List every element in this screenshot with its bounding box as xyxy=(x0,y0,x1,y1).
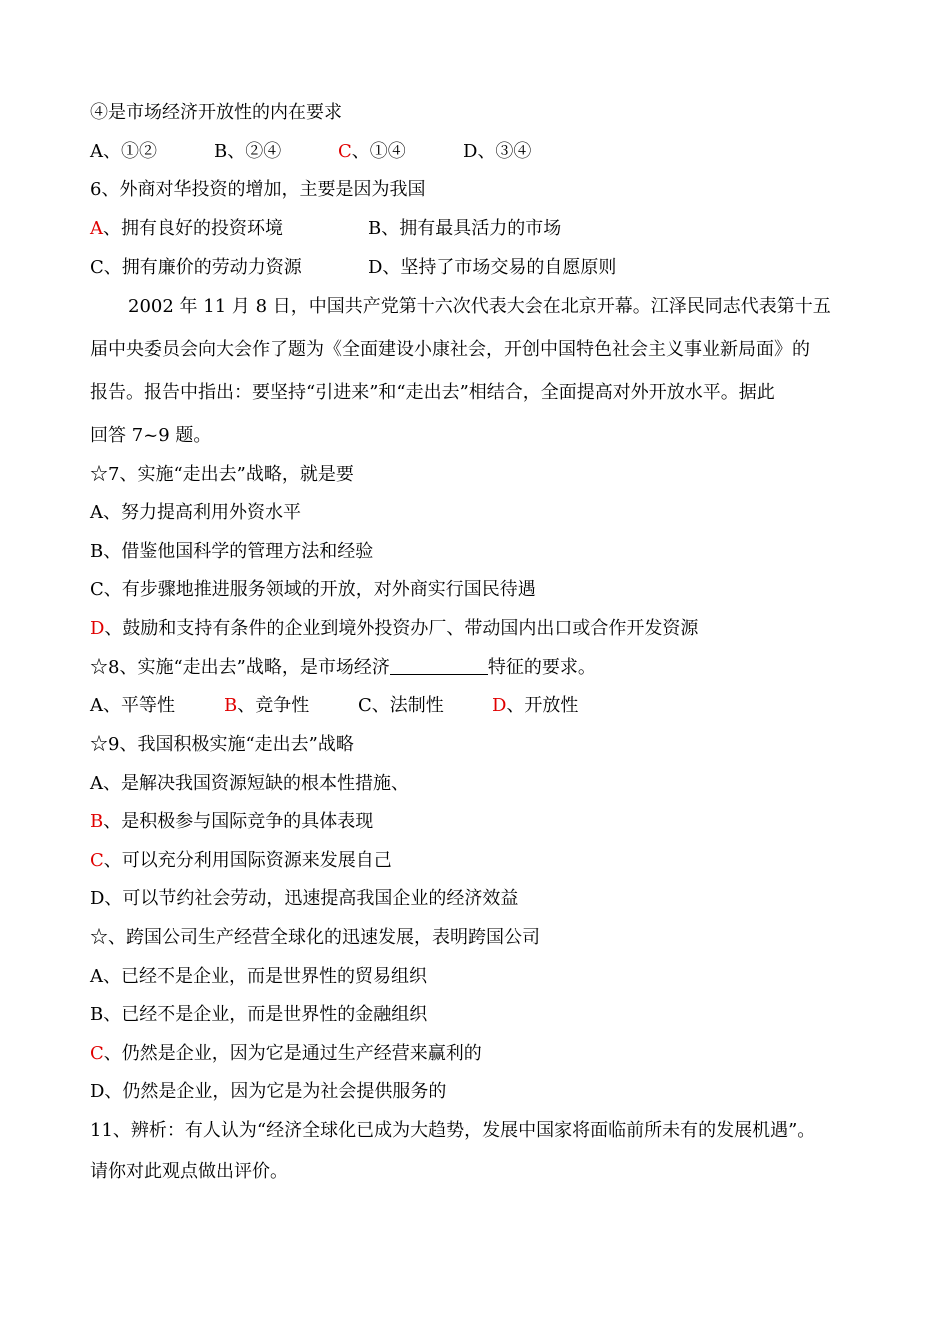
q5-option-d: D、③④ xyxy=(463,141,532,162)
q9-option-c: C、可以充分利用国际资源来发展自己 xyxy=(90,850,392,871)
q5-option-a: A、①② xyxy=(90,141,157,162)
fill-in-blank xyxy=(390,656,488,675)
answer-mark: C xyxy=(90,1043,104,1064)
q7-question: ☆7、实施“走出去”战略，就是要 xyxy=(90,464,354,485)
q9-option-a: A、是解决我国资源短缺的根本性措施、 xyxy=(90,773,409,794)
q8-option-a: A、平等性 xyxy=(90,695,175,716)
answer-mark: D xyxy=(90,618,105,639)
q6-option-d: D、坚持了市场交易的自愿原则 xyxy=(368,257,617,278)
answer-mark: A xyxy=(90,218,103,239)
passage-line-1: 2002 年 11 月 8 日，中国共产党第十六次代表大会在北京开幕。江泽民同志代表第十五 xyxy=(128,296,831,317)
q6-option-b: B、拥有最具活力的市场 xyxy=(368,218,562,239)
q10-option-c: C、仍然是企业，因为它是通过生产经营来赢利的 xyxy=(90,1043,482,1064)
q6-options-ab xyxy=(90,217,690,241)
q8-option-c: C、法制性 xyxy=(358,695,444,716)
q10-option-d: D、仍然是企业，因为它是为社会提供服务的 xyxy=(90,1081,447,1102)
q6-options-cd xyxy=(90,256,690,280)
q10-option-a: A、已经不是企业，而是世界性的贸易组织 xyxy=(90,966,427,987)
q7-option-c: C、有步骤地推进服务领域的开放，对外商实行国民待遇 xyxy=(90,579,536,600)
q8-option-b: B、竞争性 xyxy=(224,695,310,716)
q7-option-d: D、鼓励和支持有条件的企业到境外投资办厂、带动国内出口或合作开发资源 xyxy=(90,618,699,639)
passage-line-2: 届中央委员会向大会作了题为《全面建设小康社会，开创中国特色社会主义事业新局面》的 xyxy=(90,339,810,360)
q8-question: ☆8、实施“走出去”战略，是市场经济 特征的要求。 xyxy=(90,657,596,678)
q6-option-a: A、拥有良好的投资环境 xyxy=(90,218,283,239)
q8-options xyxy=(90,694,690,718)
q9-question: ☆9、我国积极实施“走出去”战略 xyxy=(90,734,354,755)
q11-question-line-1: 11、辨析：有人认为“经济全球化已成为大趋势，发展中国家将面临前所未有的发展机遇”。 xyxy=(90,1120,816,1141)
q9-option-b: B、是积极参与国际竞争的具体表现 xyxy=(90,811,374,832)
q10-question: ☆、跨国公司生产经营全球化的迅速发展，表明跨国公司 xyxy=(90,927,540,948)
q7-option-a: A、努力提高利用外资水平 xyxy=(90,502,301,523)
answer-mark: C xyxy=(90,850,104,871)
q8-option-d: D、开放性 xyxy=(492,695,579,716)
passage-line-4: 回答 7~9 题。 xyxy=(90,425,212,446)
answer-mark: B xyxy=(224,695,238,716)
passage-line-3: 报告。报告中指出：要坚持“引进来”和“走出去”相结合，全面提高对外开放水平。据此 xyxy=(90,382,775,403)
q5-option-c: C、①④ xyxy=(338,141,406,162)
q6-option-c: C、拥有廉价的劳动力资源 xyxy=(90,257,302,278)
q5-statement-4: ④是市场经济开放性的内在要求 xyxy=(90,102,342,123)
q9-option-d: D、可以节约社会劳动，迅速提高我国企业的经济效益 xyxy=(90,888,519,909)
q5-options xyxy=(90,140,590,164)
q10-option-b: B、已经不是企业，而是世界性的金融组织 xyxy=(90,1004,428,1025)
q11-question-line-2: 请你对此观点做出评价。 xyxy=(90,1161,288,1182)
q7-option-b: B、借鉴他国科学的管理方法和经验 xyxy=(90,541,374,562)
answer-mark: C xyxy=(338,141,352,162)
answer-mark: B xyxy=(90,811,104,832)
q6-question: 6、外商对华投资的增加，主要是因为我国 xyxy=(90,179,426,200)
answer-mark: D xyxy=(492,695,507,716)
q5-option-b: B、②④ xyxy=(214,141,282,162)
